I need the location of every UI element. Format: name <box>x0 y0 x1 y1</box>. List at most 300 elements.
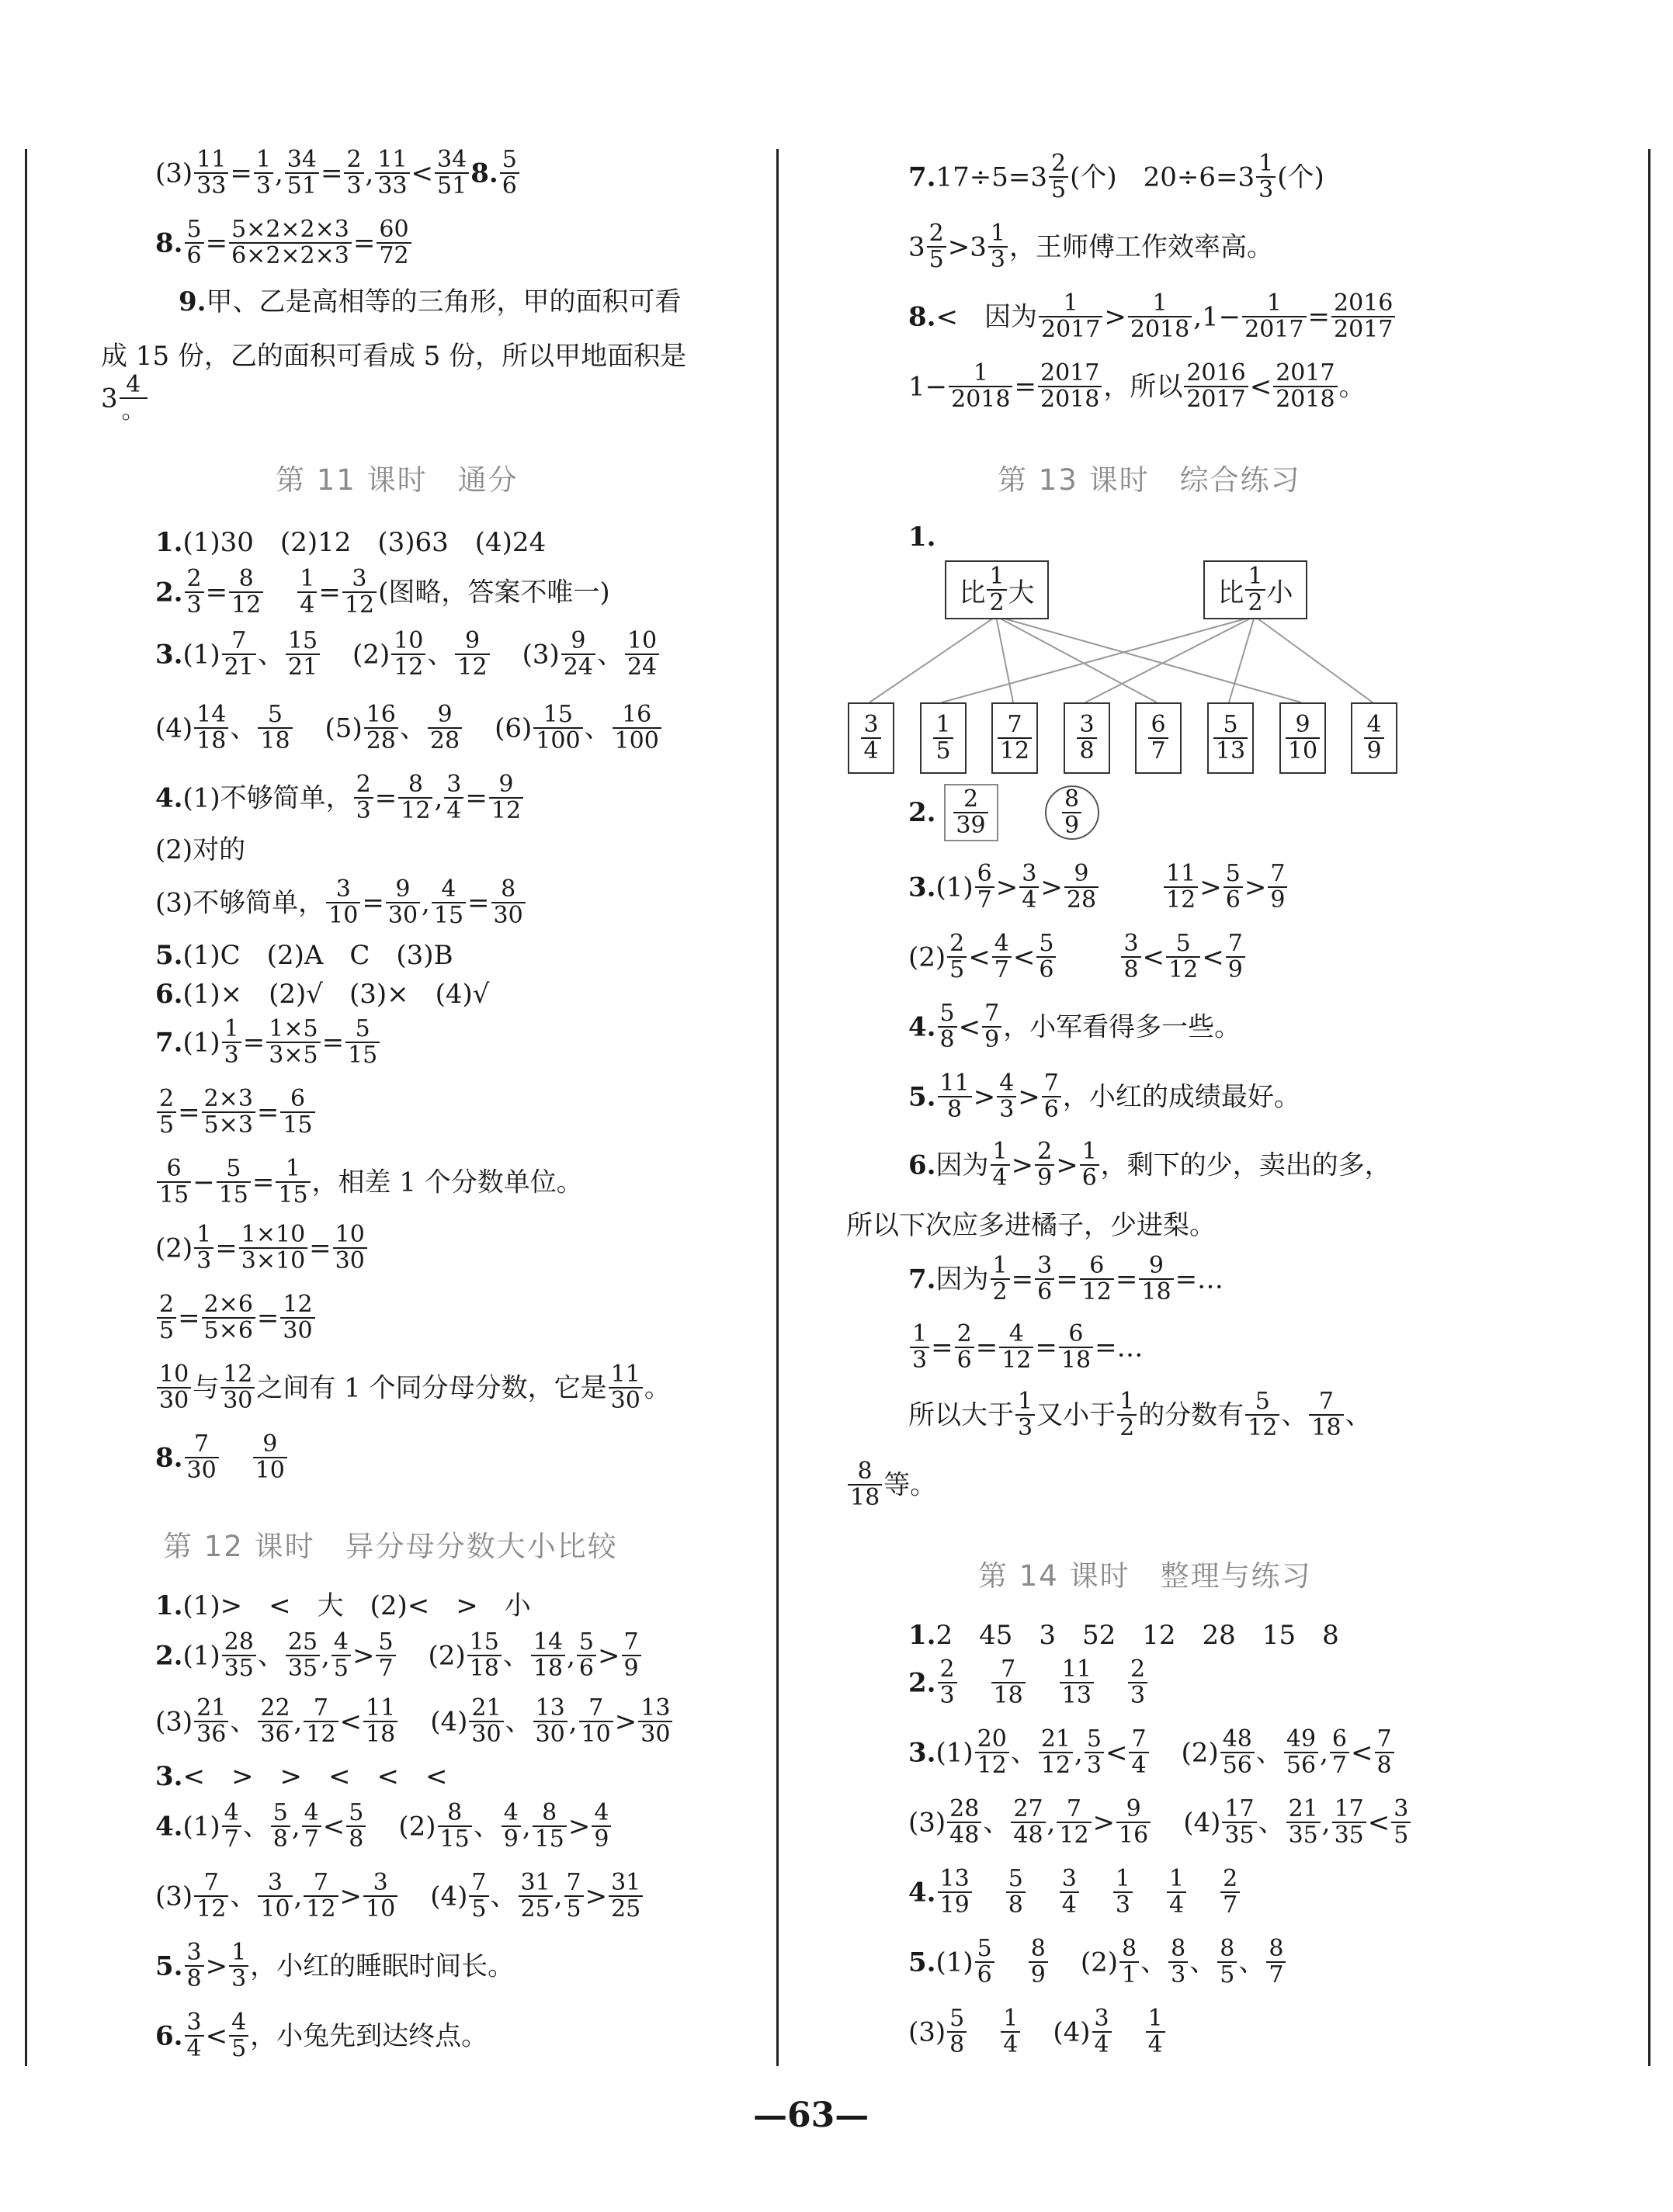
denominator: 3 <box>990 246 1005 274</box>
denominator: 12 <box>344 591 375 619</box>
text-token: = <box>178 1097 200 1129</box>
text-token: (2) <box>155 1233 193 1264</box>
text-token: 、 <box>1189 1947 1217 1978</box>
text-token: (4) <box>430 1881 468 1912</box>
text-token: > <box>1244 872 1267 903</box>
text-token: 4. <box>908 1011 936 1043</box>
fraction <box>1213 712 1248 764</box>
denominator: 24 <box>563 654 593 681</box>
fraction <box>1006 1867 1026 1919</box>
text-token: , <box>1320 1737 1328 1769</box>
denominator: 3 <box>224 1042 239 1070</box>
numerator: 13 <box>638 1696 672 1722</box>
numerator: 9 <box>253 1432 287 1458</box>
numerator: 25 <box>286 1630 320 1656</box>
numerator: 7 <box>564 1870 584 1897</box>
text-token: 7. <box>908 1264 936 1295</box>
numerator: 7 <box>304 1870 338 1897</box>
fraction <box>1011 1797 1045 1849</box>
denominator: 4 <box>1147 2031 1163 2059</box>
text-token: = <box>931 1332 953 1364</box>
fraction <box>975 862 994 914</box>
text-token: (2) <box>428 1640 466 1672</box>
numerator: 5 <box>1006 1867 1026 1893</box>
denominator: 15 <box>283 1111 313 1139</box>
text-token: (4) <box>1053 2016 1091 2048</box>
text-token: < <box>1249 371 1272 403</box>
numerator: 7 <box>1129 1727 1148 1753</box>
text-token: = <box>252 1167 275 1198</box>
text-token: = <box>178 1302 200 1334</box>
denominator: 8 <box>1123 956 1139 984</box>
fraction <box>1060 1657 1094 1709</box>
text-token: 因为 <box>935 1264 989 1295</box>
text-token: < <box>1012 941 1036 973</box>
numerator: 2 <box>185 567 204 593</box>
text-token: = <box>1115 1264 1138 1295</box>
text-token: 6. <box>908 1149 936 1181</box>
left-l11-q4b: (2)对的 <box>155 834 246 865</box>
numerator: 2017 <box>1038 361 1102 387</box>
text-token: 3 <box>101 383 118 414</box>
denominator: 3 <box>912 1347 928 1375</box>
right-l14-q3a-line <box>908 1727 1396 1779</box>
text-token: (3) <box>908 1807 946 1839</box>
fraction <box>1284 1727 1318 1779</box>
text-token: 8. <box>155 1442 183 1474</box>
denominator: 13 <box>1215 737 1246 764</box>
connection-line <box>996 616 1013 702</box>
numerator: 28 <box>947 1797 981 1823</box>
text-token: = <box>242 1027 266 1059</box>
numerator: 1 <box>933 712 953 739</box>
denominator: 6 <box>1081 1164 1097 1192</box>
denominator: 15 <box>534 1825 564 1853</box>
numerator: 2016 <box>1331 291 1395 317</box>
text-token: 3. <box>155 1761 183 1792</box>
denominator: 2017 <box>1186 386 1246 414</box>
numerator: 2016 <box>1184 361 1248 387</box>
numerator: 4 <box>432 877 466 903</box>
denominator: 4 <box>1061 1891 1077 1919</box>
fraction <box>997 1071 1016 1123</box>
fraction <box>947 2006 967 2058</box>
denominator: 2018 <box>1040 386 1100 414</box>
denominator: 8 <box>186 1965 202 1993</box>
denominator: 21 <box>224 654 254 681</box>
denominator: 12 <box>491 797 522 825</box>
denominator: 9 <box>1030 1961 1046 1989</box>
numerator: 1 <box>194 1222 213 1249</box>
denominator: 8 <box>1008 1891 1023 1919</box>
denominator: 2017 <box>1041 316 1101 344</box>
text-token: = <box>318 577 341 608</box>
numerator: 9 <box>1286 712 1320 739</box>
text-token: = <box>1035 1332 1057 1364</box>
denominator: 3 <box>186 591 202 619</box>
denominator: 3 <box>1130 1682 1146 1710</box>
denominator: 4 <box>300 591 315 619</box>
text-token: , <box>365 158 374 189</box>
numerator: 2 <box>157 1087 176 1113</box>
denominator: 4 <box>186 2035 202 2063</box>
text-token: = <box>256 1302 279 1334</box>
numerator: 3 <box>444 772 463 799</box>
denominator: 5 <box>1051 176 1067 204</box>
denominator: 30 <box>283 1317 313 1345</box>
text-token: 3. <box>908 872 936 903</box>
text-token: (个) 20÷6=3 <box>1070 161 1255 193</box>
denominator: 72 <box>379 242 409 270</box>
fraction <box>1080 1253 1114 1305</box>
right-l14-q5b-line <box>908 2006 1167 2058</box>
numerator: 12 <box>280 1292 314 1319</box>
text-token: (个) <box>1277 161 1324 193</box>
connection-line <box>942 616 1255 702</box>
numerator: 60 <box>377 217 411 244</box>
denominator: 4 <box>1168 1891 1185 1919</box>
text-token: (2) <box>1080 1947 1119 1978</box>
fraction <box>1167 1867 1186 1919</box>
numerator: 3 <box>1060 1867 1079 1893</box>
text-token: (5) <box>325 712 363 744</box>
text-token: 、 <box>257 639 284 671</box>
denominator: 5 <box>159 1317 175 1345</box>
fraction <box>1035 1139 1054 1191</box>
numerator: 1 <box>988 221 1008 248</box>
text-token: 4. <box>155 1811 183 1843</box>
text-token: , <box>321 1640 330 1672</box>
denominator: 18 <box>196 727 227 755</box>
numerator: 2 <box>1049 151 1068 178</box>
denominator: 3 <box>999 1096 1015 1124</box>
text-token: ，小红的成绩最好。 <box>1062 1081 1300 1113</box>
numerator: 2 <box>344 147 363 174</box>
denominator: 9 <box>984 1026 1000 1054</box>
text-token: 、 <box>505 1706 532 1738</box>
fraction <box>1085 1727 1104 1779</box>
denominator: 18 <box>366 1721 396 1749</box>
text-token: > <box>1199 872 1222 903</box>
text-token: 、 <box>473 1811 500 1843</box>
numerator: 1 <box>1245 564 1265 591</box>
text-token: , <box>293 1706 303 1738</box>
denominator: 8 <box>947 1096 963 1124</box>
fraction <box>1001 2006 1020 2058</box>
numerator: 17 <box>1332 1797 1366 1823</box>
denominator: 18 <box>1060 1347 1092 1375</box>
denominator: 12 <box>999 737 1030 764</box>
numerator: 8 <box>1217 1936 1237 1963</box>
denominator: 12 <box>306 1721 336 1749</box>
fraction <box>1217 1936 1237 1988</box>
text-token: = <box>205 227 228 259</box>
denominator: 18 <box>469 1655 499 1683</box>
numerator: 7 <box>1375 1727 1394 1753</box>
text-token: 、 <box>1238 1947 1265 1978</box>
fraction <box>1059 1322 1093 1374</box>
denominator: 12 <box>1248 1414 1278 1442</box>
text-token: = <box>321 1027 345 1059</box>
numerator: 8 <box>491 877 526 903</box>
connection-line <box>996 616 1301 702</box>
denominator: 10 <box>260 1895 290 1923</box>
numerator: 5 <box>577 1630 596 1656</box>
denominator: 12 <box>306 1895 336 1923</box>
fraction <box>1168 1936 1188 1988</box>
fraction <box>947 931 967 983</box>
numerator: 4 <box>502 1801 521 1827</box>
right-lesson13_title: 第 13 课时 综合练习 <box>998 463 1301 497</box>
denominator: 4 <box>992 1164 1008 1192</box>
fraction <box>1220 1727 1255 1779</box>
fraction <box>1375 1727 1394 1779</box>
numerator: 49 <box>1284 1727 1318 1753</box>
numerator: 2 <box>927 221 946 248</box>
box-less-than-half <box>1203 560 1307 619</box>
numerator: 11 <box>375 147 409 174</box>
text-token: 2 45 3 52 12 28 15 8 <box>935 1620 1339 1651</box>
text-token: > <box>205 1950 228 1982</box>
denominator: 3×10 <box>241 1247 306 1275</box>
fraction <box>1035 1253 1054 1305</box>
denominator: 4 <box>1022 886 1037 914</box>
text-token: 成 15 份，乙的面积可看成 5 份，所以甲地面积是 <box>101 341 687 372</box>
denominator: 5×3 <box>203 1111 253 1139</box>
fraction <box>1164 862 1198 914</box>
numerator: 21 <box>1039 1727 1073 1753</box>
denominator: 4 <box>1094 2031 1109 2059</box>
denominator: 7 <box>1269 1961 1284 1989</box>
denominator: 10 <box>581 1721 611 1749</box>
numerator: 1 <box>910 1322 929 1348</box>
numerator: 8 <box>533 1801 567 1827</box>
text-token: 、 <box>502 1640 529 1672</box>
text-token: 、 <box>242 1811 269 1843</box>
numerator: 5 <box>1166 931 1200 958</box>
text-token: 3 <box>908 231 925 263</box>
text-token: < <box>1142 941 1165 973</box>
fraction-box <box>991 702 1038 774</box>
denominator: 15 <box>348 1042 378 1070</box>
numerator: 17 <box>1222 1797 1256 1823</box>
denominator: 3 <box>346 172 362 200</box>
denominator: 7 <box>1331 1752 1347 1780</box>
right-l13-q3a-line <box>908 862 1289 914</box>
text-token: ，小兔先到达终点。 <box>250 2020 488 2052</box>
box-text: 比 <box>959 577 986 608</box>
numerator: 14 <box>194 702 228 729</box>
denominator: 36 <box>260 1721 290 1749</box>
denominator: 33 <box>377 172 408 200</box>
numerator: 13 <box>533 1696 568 1722</box>
denominator: 15 <box>159 1181 189 1209</box>
numerator: 5 <box>975 1936 994 1963</box>
numerator: 11 <box>1164 862 1198 888</box>
numerator: 1 <box>1080 1139 1099 1166</box>
denominator: 15 <box>218 1181 248 1209</box>
text-token: > <box>995 872 1019 903</box>
denominator: 18 <box>993 1682 1023 1710</box>
text-token: ，所以 <box>1103 371 1183 403</box>
text-token: (1)不够简单， <box>182 782 352 814</box>
denominator: 9 <box>1037 1164 1053 1192</box>
denominator: 3 <box>356 797 371 825</box>
fraction <box>1266 1936 1286 1988</box>
denominator: 30 <box>471 1721 502 1749</box>
numerator: 16 <box>364 702 398 729</box>
denominator: 9 <box>623 1655 639 1683</box>
text-token: (1)> < 大 (2)< > 小 <box>182 1590 531 1621</box>
fraction <box>1062 787 1081 839</box>
numerator: 3 <box>861 712 880 739</box>
text-token: 5. <box>908 1081 936 1113</box>
text-token: , <box>274 158 283 189</box>
numerator: 10 <box>625 629 659 655</box>
text-token: 、 <box>230 712 257 744</box>
numerator: 12 <box>220 1362 255 1389</box>
denominator: 15 <box>278 1181 308 1209</box>
denominator: 10 <box>255 1457 285 1485</box>
numerator: 5 <box>1036 931 1056 958</box>
denominator: 15 <box>433 902 464 930</box>
numerator: 3 <box>258 1870 292 1897</box>
denominator: 。 <box>121 397 145 425</box>
text-token: 8. <box>155 227 183 259</box>
denominator: 5 <box>949 956 965 984</box>
fraction <box>991 1139 1010 1191</box>
fraction <box>1224 862 1243 914</box>
denominator: 30 <box>387 902 418 930</box>
text-token: (1) <box>182 639 220 671</box>
fraction <box>1139 1253 1173 1305</box>
fraction <box>999 1322 1033 1374</box>
denominator: 25 <box>520 1895 550 1923</box>
denominator: 6 <box>502 172 517 200</box>
denominator: 7 <box>1223 1891 1238 1919</box>
denominator: 12 <box>196 1895 227 1923</box>
right-l13-q6a-line <box>908 1139 1391 1191</box>
text-token: , <box>293 1881 303 1912</box>
denominator: 7 <box>1151 737 1166 764</box>
text-token: 17÷5=3 <box>935 161 1048 193</box>
text-token: 5. <box>908 1947 936 1978</box>
text-token: 、 <box>427 639 454 671</box>
denominator: 3 <box>939 1682 955 1710</box>
right-l13-q6b: 所以下次应多进橘子，少进梨。 <box>846 1210 1216 1241</box>
text-token: = <box>362 887 384 919</box>
text-token: ,1− <box>1193 301 1241 333</box>
denominator: 9 <box>594 1825 609 1853</box>
denominator: 56 <box>1222 1752 1252 1780</box>
fraction <box>1057 1797 1091 1849</box>
text-token: > <box>973 1081 996 1113</box>
denominator: 12 <box>1001 1347 1032 1375</box>
denominator: 30 <box>493 902 523 930</box>
text-token: , <box>567 1640 575 1672</box>
numerator: 3 <box>1121 931 1140 958</box>
numerator: 7 <box>222 629 256 655</box>
denominator: 4 <box>1003 2031 1019 2059</box>
numerator: 10 <box>391 629 425 655</box>
text-token: (3) <box>155 1706 193 1738</box>
text-token: < <box>205 2020 228 2052</box>
text-token: = <box>374 782 397 814</box>
fraction <box>1129 1727 1148 1779</box>
denominator: 5 <box>231 2035 247 2063</box>
text-token: (1) <box>182 1640 220 1672</box>
denominator: 12 <box>231 591 262 619</box>
text-token: = <box>215 1233 238 1264</box>
denominator: 6 <box>1039 956 1054 984</box>
text-token: 、 <box>584 712 611 744</box>
denominator: 5 <box>333 1655 349 1683</box>
numerator: 9 <box>428 702 462 729</box>
fraction <box>975 1936 994 1988</box>
text-token: 5. <box>155 1950 183 1982</box>
fraction <box>1116 1797 1151 1849</box>
text-token: (3) <box>155 158 193 189</box>
denominator: 18 <box>260 727 290 755</box>
numerator: 48 <box>1220 1727 1255 1753</box>
text-token: , <box>434 782 443 814</box>
numerator: 11 <box>1060 1657 1094 1683</box>
denominator: 28 <box>366 727 396 755</box>
denominator: 8 <box>272 1825 288 1853</box>
denominator: 8 <box>349 1825 364 1853</box>
numerator: 1 <box>1128 291 1192 317</box>
right-l14-q1-line <box>908 1621 1339 1649</box>
numerator: 9 <box>489 772 523 799</box>
numerator: 14 <box>531 1630 565 1656</box>
connection-line <box>1229 616 1255 702</box>
numerator: 20 <box>975 1727 1009 1753</box>
denominator: 2018 <box>1130 316 1190 344</box>
numerator: 4 <box>992 931 1012 958</box>
numerator: 6 <box>1080 1253 1114 1280</box>
denominator: 5 <box>471 1895 487 1923</box>
text-token: , <box>422 887 430 919</box>
denominator: 35 <box>224 1655 254 1683</box>
text-token: 、 <box>1345 1399 1372 1431</box>
denominator: 12 <box>1166 886 1196 914</box>
text-token: , <box>1046 1807 1056 1839</box>
box-text: 小 <box>1266 577 1293 608</box>
denominator: 6 <box>578 1655 594 1683</box>
numerator: 13 <box>938 1867 972 1893</box>
numerator: 5 <box>345 1017 380 1043</box>
text-token: ，小军看得多一些。 <box>1003 1011 1241 1043</box>
denominator: 7 <box>977 886 992 914</box>
text-token: = <box>1014 371 1036 403</box>
fraction <box>1119 1936 1139 1988</box>
text-token: 7. <box>155 1027 183 1059</box>
denominator: 6 <box>1043 1096 1059 1124</box>
numerator: 7 <box>1042 1071 1061 1097</box>
denominator: 7 <box>224 1825 239 1853</box>
numerator: 2×6 <box>202 1292 255 1319</box>
denominator: 7 <box>994 956 1009 984</box>
numerator: 7 <box>304 1696 338 1722</box>
numerator: 4 <box>120 373 148 399</box>
text-token: 4. <box>908 1877 936 1909</box>
fraction <box>1015 1389 1035 1441</box>
text-token: > <box>1011 1149 1034 1181</box>
fraction <box>938 1071 972 1123</box>
fraction <box>953 787 987 839</box>
denominator: 5 <box>928 246 944 274</box>
fraction <box>1077 712 1096 764</box>
